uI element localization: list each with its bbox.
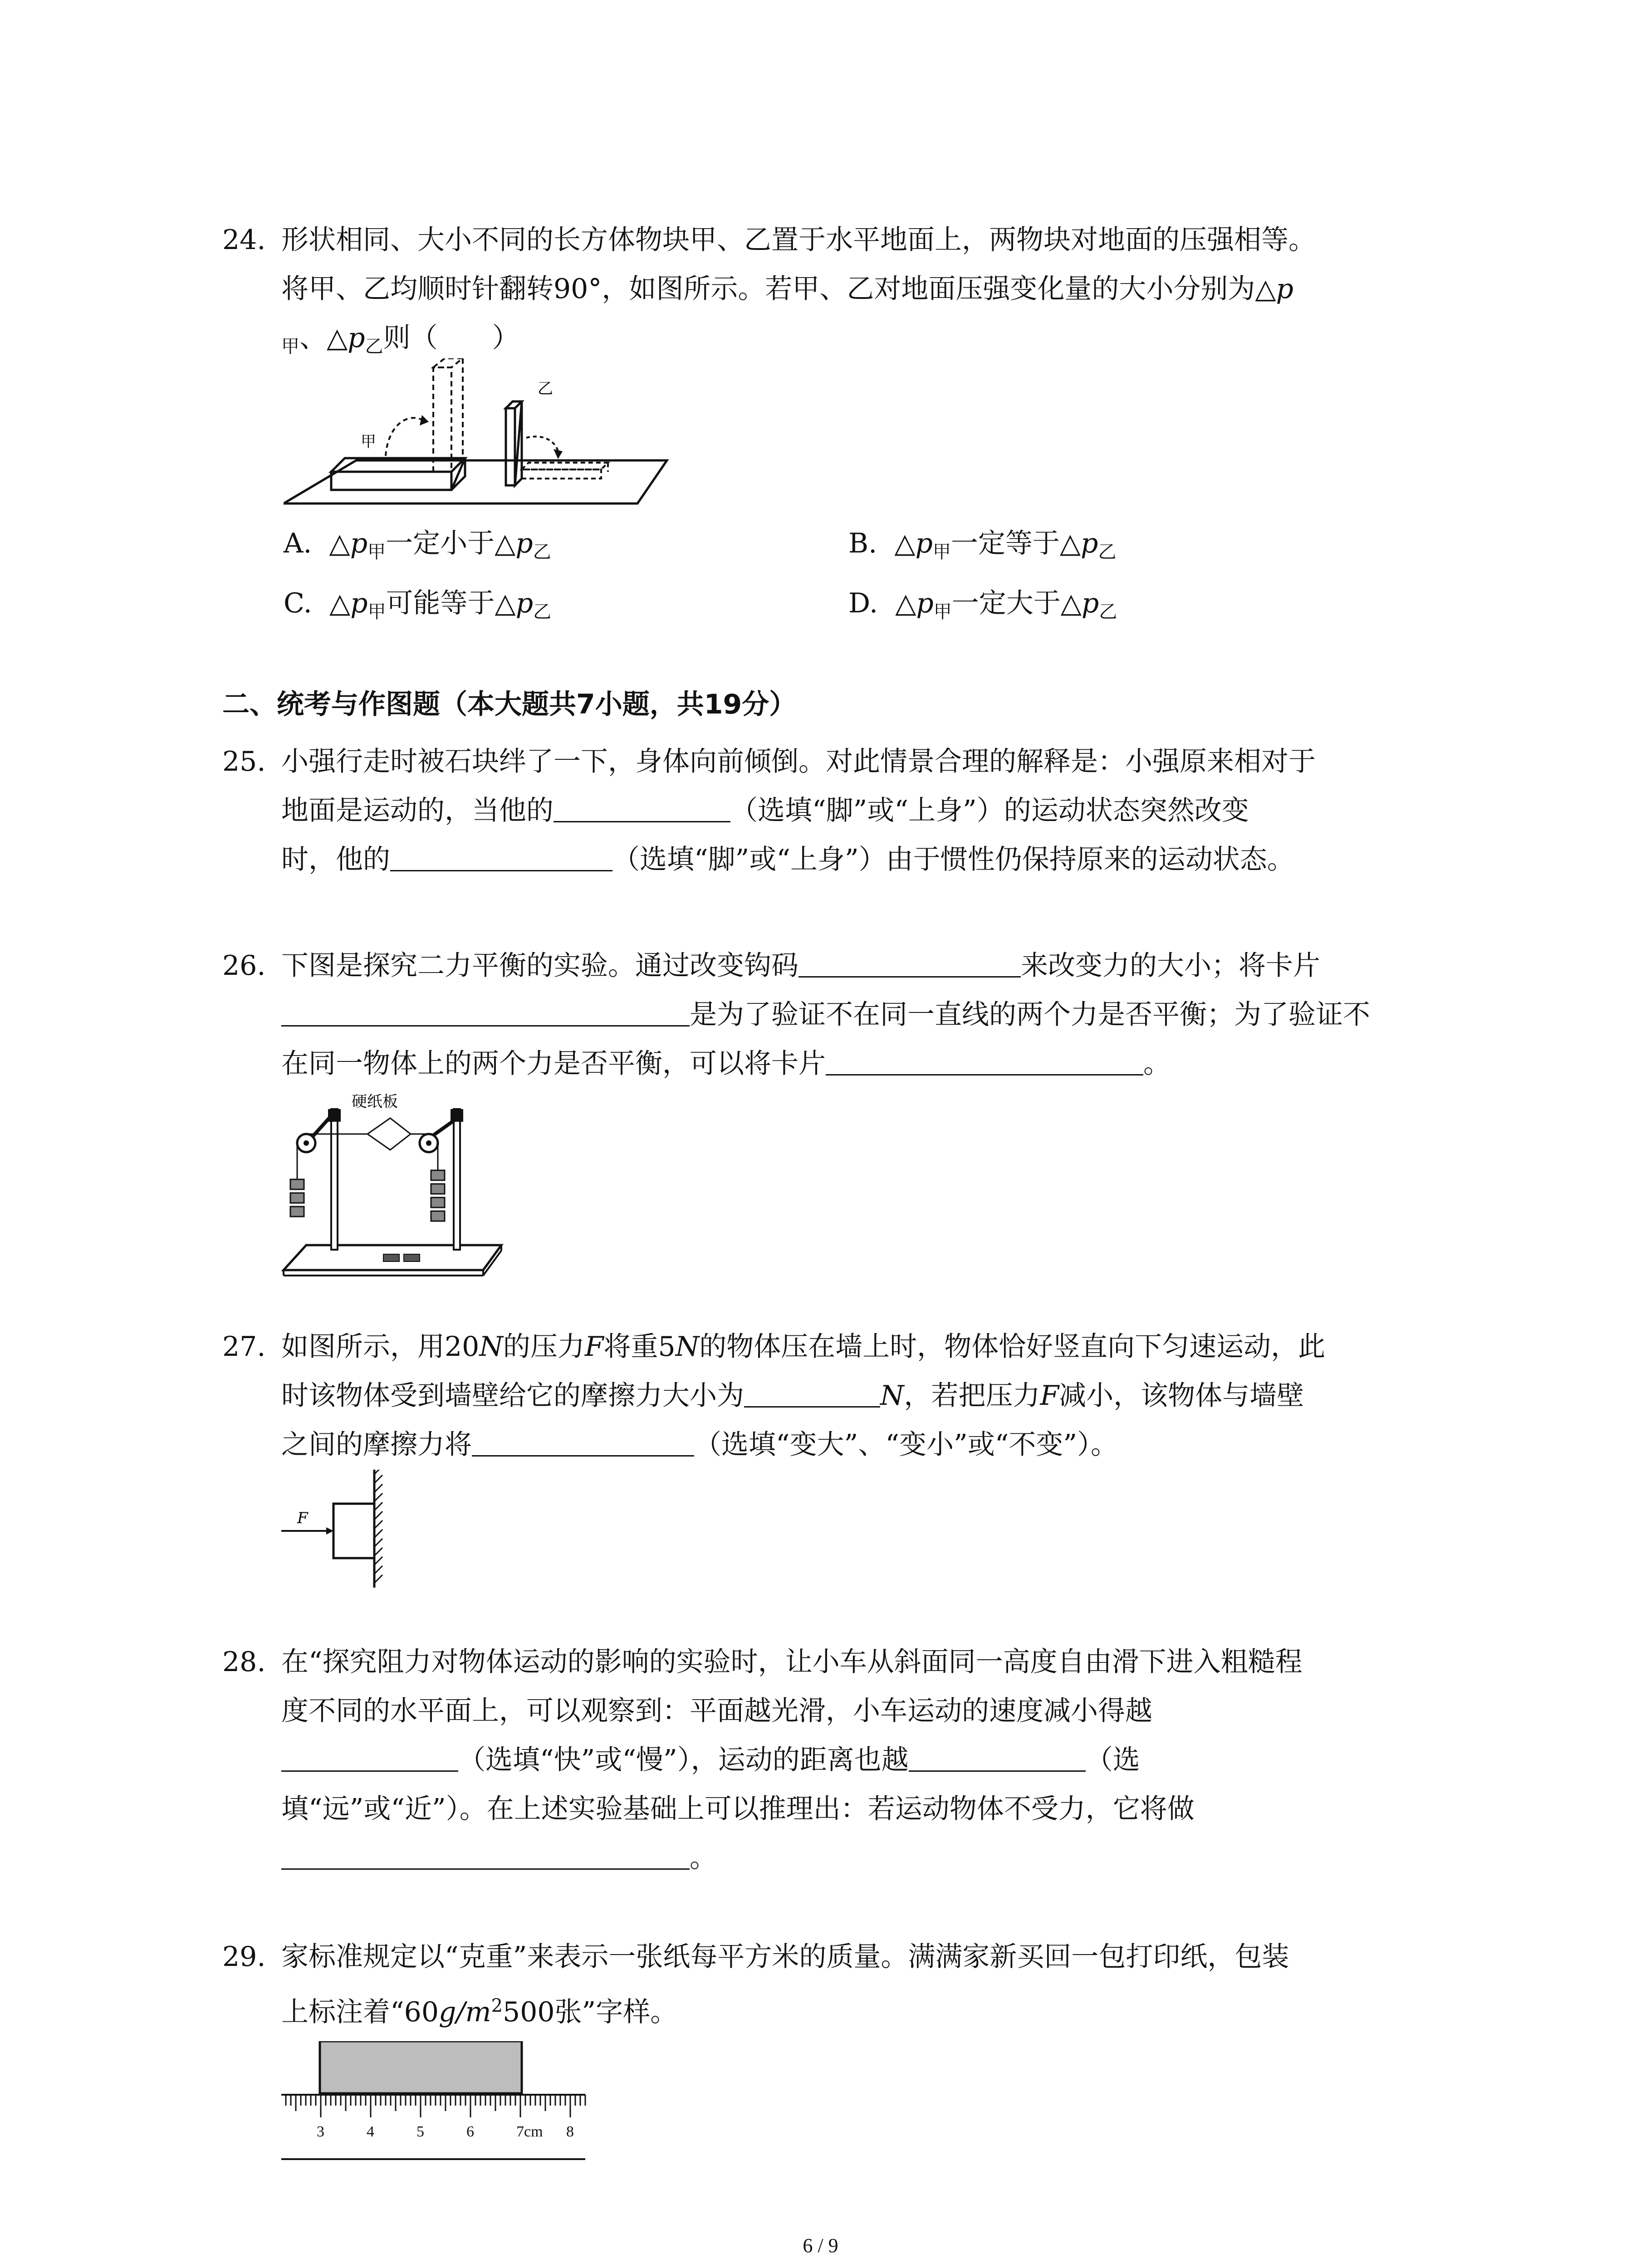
answer-blank[interactable] (281, 996, 690, 1026)
question-text: 时，他的 （选填“脚”或“上身”）由于惯性仍保持原来的运动状态。 (281, 835, 1294, 884)
question-29 (222, 1932, 1474, 2032)
option-a[interactable]: A. $\triangle p_甲$一定小于$\triangle p_乙$ (284, 528, 551, 562)
question-text: 形状相同、大小不同的长方体物块甲、乙置于水平地面上，两物块对地面的压强相等。 (281, 224, 1316, 256)
answer-blank[interactable] (909, 1741, 1086, 1772)
question-text: 家标准规定以“克重”来表示一张纸每平方米的质量。满满家新买回一包打印纸，包装 (281, 1941, 1289, 1973)
question-number: 28. (222, 1646, 266, 1678)
question-text: 度不同的水平面上，可以观察到：平面越光滑，小车运动的速度减小得越 (281, 1695, 1152, 1727)
question-number: 24. (222, 224, 266, 256)
question-text: （选填“快”或“慢”），运动的距离也越 （选 (281, 1735, 1140, 1784)
question-28 (222, 1637, 1474, 1882)
answer-blank[interactable] (390, 841, 612, 871)
page-number: 6 / 9 (803, 2234, 838, 2257)
answer-blank[interactable] (281, 1839, 690, 1870)
question-number: 29. (222, 1941, 266, 1973)
question-text: 上标注着“$60g/m^2500$张”字样。 (281, 1995, 678, 2028)
question-text: 小强行走时被石块绊了一下，身体向前倾倒。对此情景合理的解释是：小强原来相对于 (281, 746, 1316, 777)
section-title: 二、统考与作图题（本大题共7小题，共19分） (222, 689, 797, 720)
question-number: 27. (222, 1331, 266, 1363)
question-text: $_甲$、$\triangle p_乙$则（ ） (281, 322, 519, 357)
answer-blank[interactable] (826, 1045, 1143, 1075)
blocks-figure (284, 358, 678, 508)
ruler-label: 6 (466, 2123, 474, 2140)
option-d[interactable]: D. $\triangle p_甲$一定大于$\triangle p_乙$ (848, 587, 1117, 622)
ruler-label: 5 (416, 2123, 424, 2140)
answer-blank[interactable] (472, 1426, 694, 1457)
ruler-label: 3 (317, 2123, 324, 2140)
label-force: F (297, 1509, 308, 1527)
answer-blank[interactable] (554, 792, 730, 822)
question-text: 时该物体受到墙壁给它的摩擦力大小为 N，若把压力F减小，该物体与墙壁 (281, 1371, 1304, 1420)
question-24 (222, 215, 1474, 370)
label-jia: 甲 (361, 433, 376, 451)
question-text: 在“探究阻力对物体运动的影响的实验时，让小车从斜面同一高度自由滑下进入粗糙程 (281, 1646, 1303, 1678)
label-cardboard: 硬纸板 (352, 1093, 398, 1111)
question-text: 如图所示，用20N的压力F将重5N的物体压在墙上时，物体恰好竖直向下匀速运动，此 (281, 1331, 1326, 1363)
answer-blank[interactable] (798, 947, 1021, 978)
wall-block-figure (279, 1470, 392, 1592)
ruler-label: 4 (367, 2123, 374, 2140)
question-text: 地面是运动的，当他的 （选填“脚”或“上身”）的运动状态突然改变 (281, 786, 1249, 835)
option-b[interactable]: B. $\triangle p_甲$一定等于$\triangle p_乙$ (848, 528, 1117, 562)
question-text: 下图是探究二力平衡的实验。通过改变钩码 来改变力的大小；将卡片 (281, 941, 1320, 990)
question-text: 在同一物体上的两个力是否平衡，可以将卡片 。 (281, 1039, 1171, 1088)
question-number: 25. (222, 746, 266, 777)
question-27 (222, 1322, 1474, 1472)
ruler-figure (281, 2041, 590, 2173)
question-number: 26. (222, 950, 266, 982)
ruler-label: 8 (566, 2123, 574, 2140)
question-text: 填“远”或“近”）。在上述实验基础上可以推理出：若运动物体不受力，它将做 (281, 1793, 1195, 1825)
balance-apparatus-figure (279, 1089, 506, 1279)
ruler-label: 7cm (516, 2123, 543, 2140)
question-text: 之间的摩擦力将 （选填“变大”、“变小”或“不变”）。 (281, 1420, 1118, 1469)
option-c[interactable]: C. $\triangle p_甲$可能等于$\triangle p_乙$ (284, 587, 552, 622)
question-text: 是为了验证不在同一直线的两个力是否平衡；为了验证不 (281, 990, 1370, 1039)
answer-blank[interactable] (281, 1741, 458, 1772)
question-text: 将甲、乙均顺时针翻转90°，如图所示。若甲、乙对地面压强变化量的大小分别为△p (281, 273, 1293, 305)
question-26 (222, 941, 1474, 1091)
question-text: 。 (281, 1833, 717, 1882)
label-yi: 乙 (538, 380, 553, 398)
answer-blank[interactable] (744, 1377, 880, 1408)
question-25 (222, 737, 1474, 887)
